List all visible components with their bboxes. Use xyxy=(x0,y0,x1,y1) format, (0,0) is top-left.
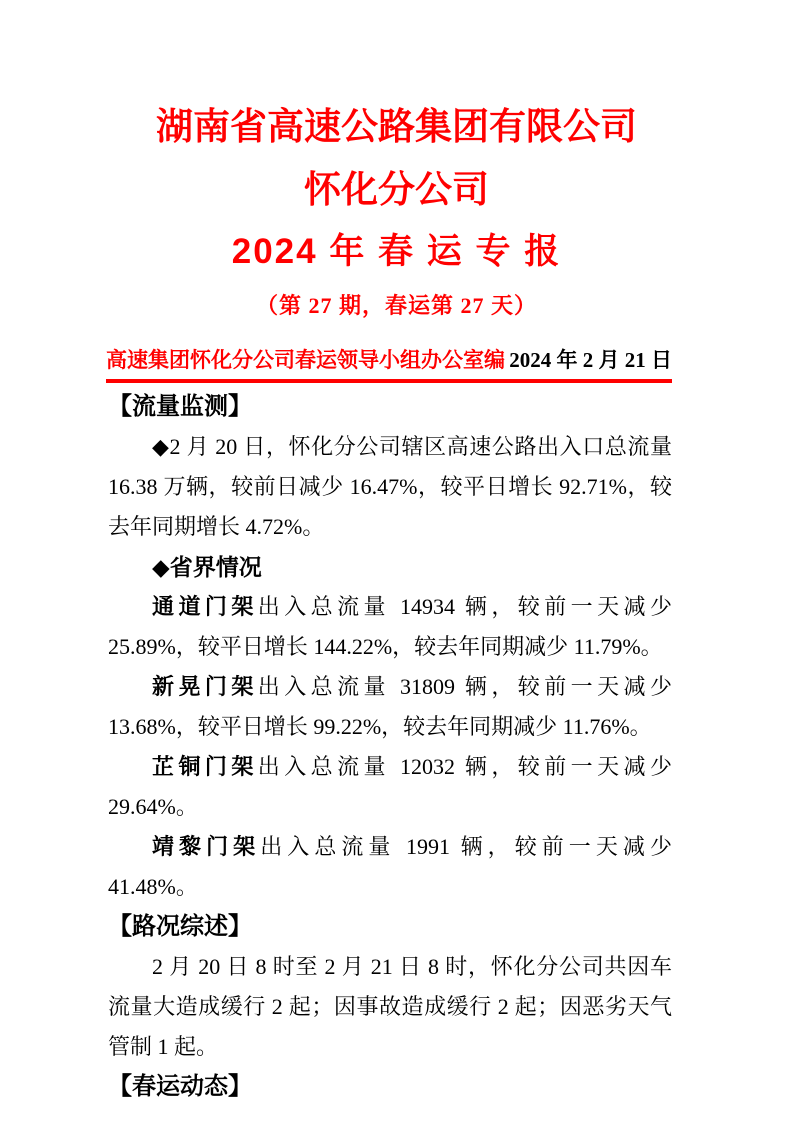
subsection-header-border-status: ◆省界情况 xyxy=(152,554,262,580)
gantry-stats-jingli: 出入总流量 1991 辆，较前一天减少 41.48%。 xyxy=(108,834,672,899)
document-subtitle: （第 27 期，春运第 27 天） xyxy=(255,293,537,318)
masthead-editor: 高速集团怀化分公司春运领导小组办公室编 xyxy=(106,348,505,372)
document-title-line-1: 湖南省高速公路集团有限公司 xyxy=(156,106,637,147)
gantry-name-xinhuang: 新晃门架 xyxy=(152,674,258,699)
section-header-traffic-monitoring: 【流量监测】 xyxy=(108,393,252,420)
paragraph-zhitong-gantry xyxy=(108,747,672,827)
gantry-stats-zhitong: 出入总流量 12032 辆，较前一天减少 29.64%。 xyxy=(108,754,672,819)
paragraph-total-flow: ◆2 月 20 日，怀化分公司辖区高速公路出入口总流量 16.38 万辆，较前日减少 16.47%，较平日增长 92.71%，较去年同期增长 4.72%。 xyxy=(108,434,672,539)
section-header-road-conditions: 【路况综述】 xyxy=(108,913,252,940)
paragraph-jingli-gantry xyxy=(108,827,672,907)
document-title-line-2: 怀化分公司 xyxy=(304,169,489,210)
gantry-name-jingli: 靖黎门架 xyxy=(152,834,261,859)
paragraph-road-conditions: 2 月 20 日 8 时至 2 月 21 日 8 时，怀化分公司共因车流量大造成缓行 2 起；因事故造成缓行 2 起；因恶劣天气管制 1 起。 xyxy=(108,954,672,1059)
paragraph-xinhuang-gantry xyxy=(108,667,672,747)
masthead-date: 2024 年 2 月 21 日 xyxy=(509,348,672,372)
gantry-stats-tongdao: 出入总流量 14934 辆，较前一天减少 25.89%，较平日增长 144.22%，较去年同期减少 11.79%。 xyxy=(108,594,672,659)
gantry-stats-xinhuang: 出入总流量 31809 辆，较前一天减少 13.68%，较平日增长 99.22%，较去年同期减少 11.76%。 xyxy=(108,674,672,739)
document-title-line-3: 2024 年 春 运 专 报 xyxy=(231,232,562,271)
section-header-spring-festival-news: 【春运动态】 xyxy=(108,1073,252,1100)
gantry-name-tongdao: 通道门架 xyxy=(152,594,258,619)
paragraph-tongdao-gantry xyxy=(108,587,672,667)
document-body xyxy=(108,387,672,1107)
masthead-rule xyxy=(106,344,672,383)
gantry-name-zhitong: 芷铜门架 xyxy=(152,754,258,779)
